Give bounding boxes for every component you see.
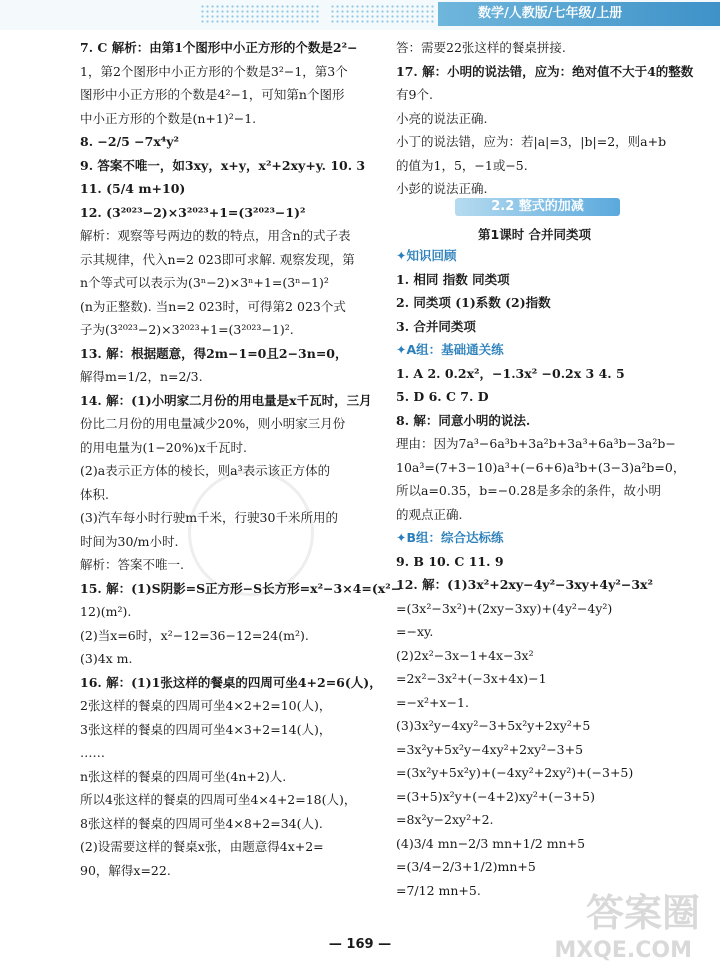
answer-line: 所以4张这样的餐桌的四周可坐4×4+2=18(人)， bbox=[80, 792, 357, 807]
answer-line: (3)汽车每小时行驶m千米，行驶30千米所用的 bbox=[80, 510, 338, 525]
watermark-logo-text: 答案圈 bbox=[585, 891, 700, 935]
answer-line: =3x²y+5x²y−4xy²+2xy²−3+5 bbox=[396, 741, 584, 757]
answer-line: 1. A 2. 0.2x²，−1.3x² −0.2x 3 4. 5 bbox=[396, 365, 625, 381]
left-answer-column bbox=[80, 36, 402, 882]
answer-line: (3)4x m. bbox=[80, 651, 133, 666]
answer-line: (2)当x=6时，x²−12=36−12=24(m²). bbox=[80, 627, 309, 643]
answer-line: 2张这样的餐桌的四周可坐4×2+2=10(人)， bbox=[80, 698, 332, 713]
answer-line: 8张这样的餐桌的四周可坐4×8+2=34(人). bbox=[80, 815, 323, 831]
answer-line: 解得m=1/2，n=2/3. bbox=[80, 369, 203, 384]
answer-line: =2x²−3x²+(−3x+4x)−1 bbox=[396, 671, 547, 686]
answer-line: 小丁的说法错，应为：若|a|=3，|b|=2，则a+b bbox=[396, 134, 667, 149]
answer-line: 9. B 10. C 11. 9 bbox=[396, 553, 504, 569]
answer-line: =(3x²−3x²)+(2xy−3xy)+(4y²−4y²) bbox=[396, 600, 613, 616]
answer-line: 2. 同类项 (1)系数 (2)指数 bbox=[396, 295, 551, 310]
answer-line: 13. 解：根据题意，得2m−1=0且2−3n=0， bbox=[80, 345, 348, 361]
header-subject-tab: 数学/人教版/七年级/上册 bbox=[438, 2, 720, 26]
answer-line: (2)设需要这样的餐桌x张，由题意得4x+2= bbox=[80, 839, 324, 854]
answer-line: 时间为30/m小时. bbox=[80, 533, 179, 549]
answer-line: 3. 合并同类项 bbox=[396, 318, 476, 334]
answer-line: =(3+5)x²y+(−4+2)xy²+(−3+5) bbox=[396, 788, 596, 804]
answer-line: 答：需要22张这样的餐桌拼接. bbox=[396, 40, 566, 55]
answer-line: 解析：观察等号两边的数的特点，用含n的式子表 bbox=[80, 228, 351, 243]
header-dot-pattern bbox=[200, 4, 320, 24]
answer-line: 1. 相同 指数 同类项 bbox=[396, 271, 510, 287]
answer-line: 体积. bbox=[80, 486, 109, 502]
answer-line: =(3x²y+5x²y)+(−4xy²+2xy²)+(−3+5) bbox=[396, 765, 634, 780]
answer-line: n个等式可以表示为(3ⁿ−2)×3ⁿ+1=(3ⁿ−1)² bbox=[80, 275, 329, 290]
answer-line: 5. D 6. C 7. D bbox=[396, 389, 489, 404]
answer-line: ✦B组：综合达标练 bbox=[396, 530, 504, 545]
answer-line: 解析：答案不唯一. bbox=[80, 557, 184, 572]
answer-line: (4)3/4 mn−2/3 mn+1/2 mn+5 bbox=[396, 835, 586, 851]
answer-line: 8. −2/5 −7x⁴y² bbox=[80, 134, 180, 149]
answer-line: …… bbox=[80, 745, 105, 760]
watermark-url: MXQE.COM bbox=[554, 938, 692, 963]
answer-line: 小彭的说法正确. bbox=[396, 181, 488, 196]
answer-line: 1，第2个图形中小正方形的个数是3²−1，第3个 bbox=[80, 63, 348, 79]
answer-line: =(3/4−2/3+1/2)mn+5 bbox=[396, 859, 536, 874]
answer-line: =−xy. bbox=[396, 624, 434, 639]
answer-line: =8x²y−2xy²+2. bbox=[396, 812, 494, 827]
answer-line: 17. 解：小明的说法错，应为：绝对值不大于4的整数 bbox=[396, 63, 694, 79]
answer-line: 16. 解：(1)1张这样的餐桌的四周可坐4+2=6(人)， bbox=[80, 674, 382, 690]
answer-line: 14. 解：(1)小明家二月份的用电量是x千瓦时，三月 bbox=[80, 392, 372, 408]
answer-line: =−x²+x−1. bbox=[396, 694, 469, 710]
chapter-section-bar bbox=[455, 198, 620, 216]
answer-line: 9. 答案不唯一，如3xy，x+y，x²+2xy+y. 10. 3 bbox=[80, 157, 366, 173]
answer-line: 10a³=(7+3−10)a³+(−6+6)a³b+(3−3)a²b=0， bbox=[396, 459, 686, 475]
answer-line: 7. C 解析：由第1个图形中小正方形的个数是2²− bbox=[80, 40, 358, 55]
answer-line: 12)(m²). bbox=[80, 604, 132, 619]
answer-line: 8. 解：同意小明的说法. bbox=[396, 412, 531, 428]
right-answer-column-bottom bbox=[396, 244, 701, 902]
answer-line: 的用电量为(1−20%)x千瓦时. bbox=[80, 439, 247, 455]
answer-line: 90，解得x=22. bbox=[80, 862, 171, 878]
answer-line: 的值为1，5，−1或−5. bbox=[396, 157, 528, 173]
right-answer-column-top bbox=[396, 36, 696, 201]
answer-line: ✦A组：基础通关练 bbox=[396, 342, 504, 357]
answer-line: 中小正方形的个数是(n+1)²−1. bbox=[80, 110, 257, 126]
chapter-section-title: 2.2 整式的加减 bbox=[491, 199, 584, 214]
answer-line: 所以a=0.35，b=−0.28是多余的条件，故小明 bbox=[396, 483, 662, 498]
answer-line: 15. 解：(1)S阴影=S正方形−S长方形=x²−3×4=(x²− bbox=[80, 580, 402, 596]
answer-line: 示其规律，代入n=2 023即可求解. 观察发现，第 bbox=[80, 251, 355, 267]
answer-line: 11. (5/4 m+10) bbox=[80, 181, 186, 196]
answer-line: ✦知识回顾 bbox=[396, 248, 457, 263]
answer-line: =7/12 mn+5. bbox=[396, 882, 481, 898]
answer-line: 份比二月份的用电量减少20%，则小明家三月份 bbox=[80, 416, 346, 431]
lesson-title: 第1课时 合并同类项 bbox=[478, 227, 592, 242]
answer-line: 小亮的说法正确. bbox=[396, 110, 488, 126]
page-number: — 169 — bbox=[328, 937, 392, 952]
answer-line: 图形中小正方形的个数是4²−1，可知第n个图形 bbox=[80, 87, 345, 102]
answer-line: 子为(3²⁰²³−2)×3²⁰²³+1=(3²⁰²³−1)². bbox=[80, 322, 294, 337]
answer-line: 3张这样的餐桌的四周可坐4×3+2=14(人)， bbox=[80, 721, 332, 737]
answer-line: (3)3x²y−4xy²−3+5x²y+2xy²+5 bbox=[396, 718, 591, 733]
answer-line: (2)a表示正方体的棱长，则a³表示该正方体的 bbox=[80, 463, 331, 478]
answer-line: n张这样的餐桌的四周可坐(4n+2)人. bbox=[80, 768, 287, 784]
header-dot-pattern bbox=[330, 4, 435, 24]
answer-line: 理由：因为7a³−6a³b+3a²b+3a³+6a³b−3a²b− bbox=[396, 436, 676, 451]
answer-line: (n为正整数). 当n=2 023时，可得第2 023个式 bbox=[80, 298, 346, 314]
answer-line: 的观点正确. bbox=[396, 506, 463, 522]
answer-line: 12. (3²⁰²³−2)×3²⁰²³+1=(3²⁰²³−1)² bbox=[80, 204, 306, 220]
answer-line: 12. 解：(1)3x²+2xy−4y²−3xy+4y²−3x² bbox=[396, 577, 653, 592]
answer-line: (2)2x²−3x−1+4x−3x² bbox=[396, 647, 534, 663]
answer-line: 有9个. bbox=[396, 87, 433, 102]
